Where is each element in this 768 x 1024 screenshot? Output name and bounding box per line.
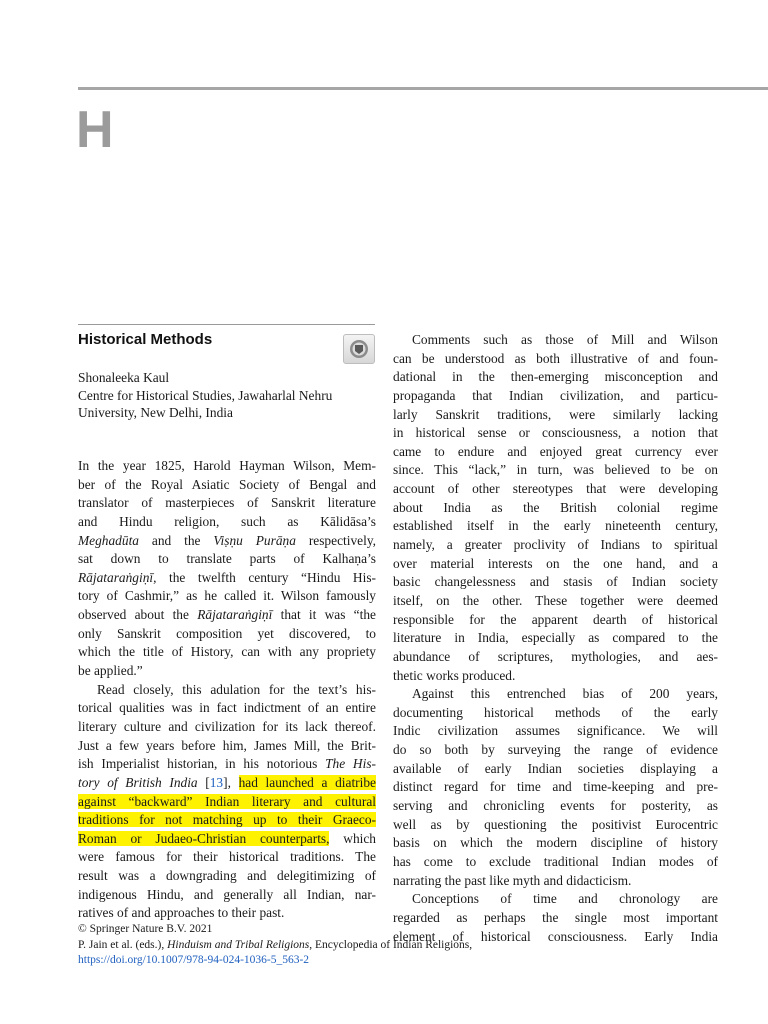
text-line <box>393 778 718 797</box>
text-segment: serving and chronicling events for posterity, as <box>393 798 718 814</box>
text-segment: which <box>329 830 376 846</box>
text-segment: Conceptions of time and chronology are <box>412 891 718 907</box>
text-segment: that it was “the <box>272 607 376 623</box>
text-line <box>78 774 376 793</box>
text-segment: observed about the <box>78 607 198 623</box>
text-segment: , Encyclopedia of Indian Religions, <box>309 938 473 951</box>
text-line <box>78 513 376 532</box>
text-segment: be applied.” <box>78 663 143 679</box>
text-segment: ish Imperialist historian, in his notorious <box>78 756 326 772</box>
text-segment: which the title of History, can with any propriety <box>78 644 376 660</box>
article-title: Historical Methods <box>78 331 213 348</box>
footer <box>78 922 698 969</box>
text-segment: translator of masterpieces of Sanskrit literature <box>78 495 376 511</box>
text-line <box>393 406 718 425</box>
text-segment: element of historical consciousness. Early India <box>393 928 718 944</box>
text-line <box>78 681 376 700</box>
highlighted-text: traditions for not matching up to their Graeco- <box>78 812 376 828</box>
text-line <box>393 704 718 723</box>
italic-text: Rājataraṅgiṇī <box>197 607 273 623</box>
italic-text: The His- <box>325 756 376 772</box>
text-segment: propaganda that Indian civilization, and particu- <box>393 387 718 403</box>
text-segment: came to endure and enjoyed great currency ever <box>393 443 718 459</box>
text-segment: Just a few years before him, James Mill, the Brit- <box>78 737 376 753</box>
text-segment: distinct regard for time and time-keeping and pre- <box>393 779 718 795</box>
text-line <box>78 606 376 625</box>
text-line <box>78 886 376 905</box>
text-line <box>78 793 376 812</box>
affiliation-line: University, New Delhi, India <box>78 405 233 420</box>
title-rule <box>78 324 375 325</box>
text-line <box>78 550 376 569</box>
text-segment: account of other stereotypes that were developing <box>393 481 718 497</box>
text-segment: regarded as perhaps the single most important <box>393 909 718 925</box>
crossmark-icon <box>349 339 369 359</box>
text-line <box>393 648 718 667</box>
text-line <box>393 741 718 760</box>
text-line <box>78 718 376 737</box>
text-segment: P. Jain et al. (eds.), <box>78 938 168 951</box>
text-segment: has come to exclude traditional Indian modes of <box>393 853 718 869</box>
text-segment: dational in the then-emerging misconception and <box>393 369 718 385</box>
text-segment: indigenous Hindu, and generally all Indian, nar- <box>78 886 376 902</box>
text-segment: [ <box>197 774 210 790</box>
text-segment: in historical sense or consciousness, a notion that <box>393 425 718 441</box>
crossmark-button[interactable] <box>343 334 375 364</box>
text-line <box>393 872 718 891</box>
body-column-left <box>78 457 376 923</box>
text-line <box>393 499 718 518</box>
text-line <box>393 834 718 853</box>
text-segment: Read closely, this adulation for the text’s his- <box>97 681 376 697</box>
text-line <box>78 755 376 774</box>
header-rule <box>78 87 768 90</box>
text-segment: namely, a greater proclivity of Indians to spiritual <box>393 537 718 553</box>
text-line <box>78 587 376 606</box>
text-segment: literature in India, especially as compared to the <box>393 630 718 646</box>
text-segment: basis on which the modern discipline of history <box>393 835 718 851</box>
text-line <box>78 476 376 495</box>
citation-link[interactable]: 13 <box>209 774 224 790</box>
affiliation-line: Centre for Historical Studies, Jawaharlal Nehru <box>78 387 333 403</box>
text-segment: and the <box>139 532 214 548</box>
text-segment: abundance of scriptures, mythologies, and aes- <box>393 648 718 664</box>
text-line <box>393 629 718 648</box>
text-segment: Comments such as those of Mill and Wilson <box>412 332 718 347</box>
text-line <box>393 667 718 686</box>
text-line <box>393 592 718 611</box>
text-line <box>78 494 376 513</box>
text-segment: well as by questioning the positivist Eurocentric <box>393 816 718 832</box>
highlighted-text: against “backward” Indian literary and cultural <box>78 793 376 809</box>
author-name: Shonaleeka Kaul <box>78 370 170 385</box>
text-line <box>393 890 718 909</box>
text-segment: torical qualities was in fact indictment of an entire <box>78 700 376 716</box>
text-segment: In the year 1825, Harold Hayman Wilson, Mem- <box>78 458 376 473</box>
italic-text: Viṣṇu Purāṇa <box>213 532 296 548</box>
text-line <box>393 517 718 536</box>
text-segment: , the twelfth century “Hindu His- <box>153 569 376 585</box>
text-segment: ratives of and approaches to their past. <box>78 905 285 921</box>
text-line <box>78 737 376 756</box>
text-line <box>78 699 376 718</box>
text-line <box>393 722 718 741</box>
text-segment: responsible for the apparent dearth of historical <box>393 611 718 627</box>
text-line <box>78 904 376 923</box>
text-segment: ber of the Royal Asiatic Society of Bengal and <box>78 476 376 492</box>
text-line <box>393 350 718 369</box>
text-line <box>393 443 718 462</box>
text-segment: thetic works produced. <box>393 667 516 683</box>
text-segment: since. This “lack,” in turn, was believed to be on <box>393 462 718 478</box>
text-line <box>393 368 718 387</box>
text-line <box>393 480 718 499</box>
text-line <box>393 797 718 816</box>
text-line <box>78 457 376 476</box>
citation-line <box>78 938 698 954</box>
text-line <box>78 662 376 681</box>
text-segment: larly Sanskrit traditions, were similarly lacking <box>393 406 718 422</box>
highlighted-text: Roman or Judaeo-Christian counterparts, <box>78 830 330 846</box>
text-line <box>78 532 376 551</box>
text-segment: sat down to translate parts of Kalhaṇa’s <box>78 551 376 567</box>
text-line <box>78 569 376 588</box>
text-segment: narrating the past like myth and didacticism. <box>393 872 632 888</box>
italic-text: Hinduism and Tribal Religions <box>167 938 310 951</box>
text-segment: tory of Cashmir,” as he called it. Wilson famously <box>78 588 376 604</box>
italic-text: Meghadūta <box>78 532 139 548</box>
text-segment: only Sanskrit composition yet discovered, to <box>78 625 376 641</box>
text-segment: Indic civilization assumes significance. We will <box>393 723 718 739</box>
text-segment: literary culture and civilization for its lack thereof. <box>78 718 376 734</box>
text-line <box>393 853 718 872</box>
text-line <box>78 625 376 644</box>
highlighted-text: had launched a diatribe <box>238 774 376 790</box>
text-segment: and Hindu religion, such as Kālidāsa’s <box>78 513 376 529</box>
section-letter: H <box>76 101 114 159</box>
text-line <box>393 816 718 835</box>
text-line <box>393 611 718 630</box>
text-line <box>78 848 376 867</box>
text-segment: were famous for their historical traditions. The <box>78 849 376 865</box>
text-line <box>393 685 718 704</box>
text-segment: over material interests on the one hand, and a <box>393 555 718 571</box>
text-line <box>393 461 718 480</box>
text-segment: basic changelessness and stasis of Indian society <box>393 574 718 590</box>
italic-text: Rājataraṅgiṇī <box>78 569 154 585</box>
text-segment: about India as the British colonial regime <box>393 499 718 515</box>
text-line <box>393 387 718 406</box>
text-line <box>78 811 376 830</box>
text-line <box>393 760 718 779</box>
text-line <box>393 424 718 443</box>
text-line <box>393 573 718 592</box>
text-line <box>393 331 718 350</box>
text-segment: itself, on the other. These together were deemed <box>393 592 718 608</box>
body-column-right <box>393 331 718 946</box>
text-line <box>78 867 376 886</box>
doi-link[interactable]: https://doi.org/10.1007/978-94-024-1036-5_563-2 <box>78 954 310 966</box>
copyright-line: © Springer Nature B.V. 2021 <box>78 923 213 935</box>
text-segment: do so both by surveying the range of evidence <box>393 742 718 758</box>
text-segment: available of early Indian societies displaying a <box>393 760 718 776</box>
text-segment: Against this entrenched bias of 200 years, <box>412 686 718 702</box>
text-segment: ], <box>223 774 239 790</box>
text-segment: can be understood as both illustrative of and foun- <box>393 350 718 366</box>
italic-text: tory of British India <box>78 774 198 790</box>
text-line <box>393 536 718 555</box>
text-segment: respectively, <box>295 532 376 548</box>
text-segment: established itself in the early nineteenth century, <box>393 518 718 534</box>
author-block <box>78 369 378 422</box>
text-line <box>78 643 376 662</box>
text-line <box>78 830 376 849</box>
text-line <box>393 555 718 574</box>
text-segment: documenting historical methods of the early <box>393 704 718 720</box>
text-segment: result was a downgrading and delegitimizing of <box>78 868 376 884</box>
